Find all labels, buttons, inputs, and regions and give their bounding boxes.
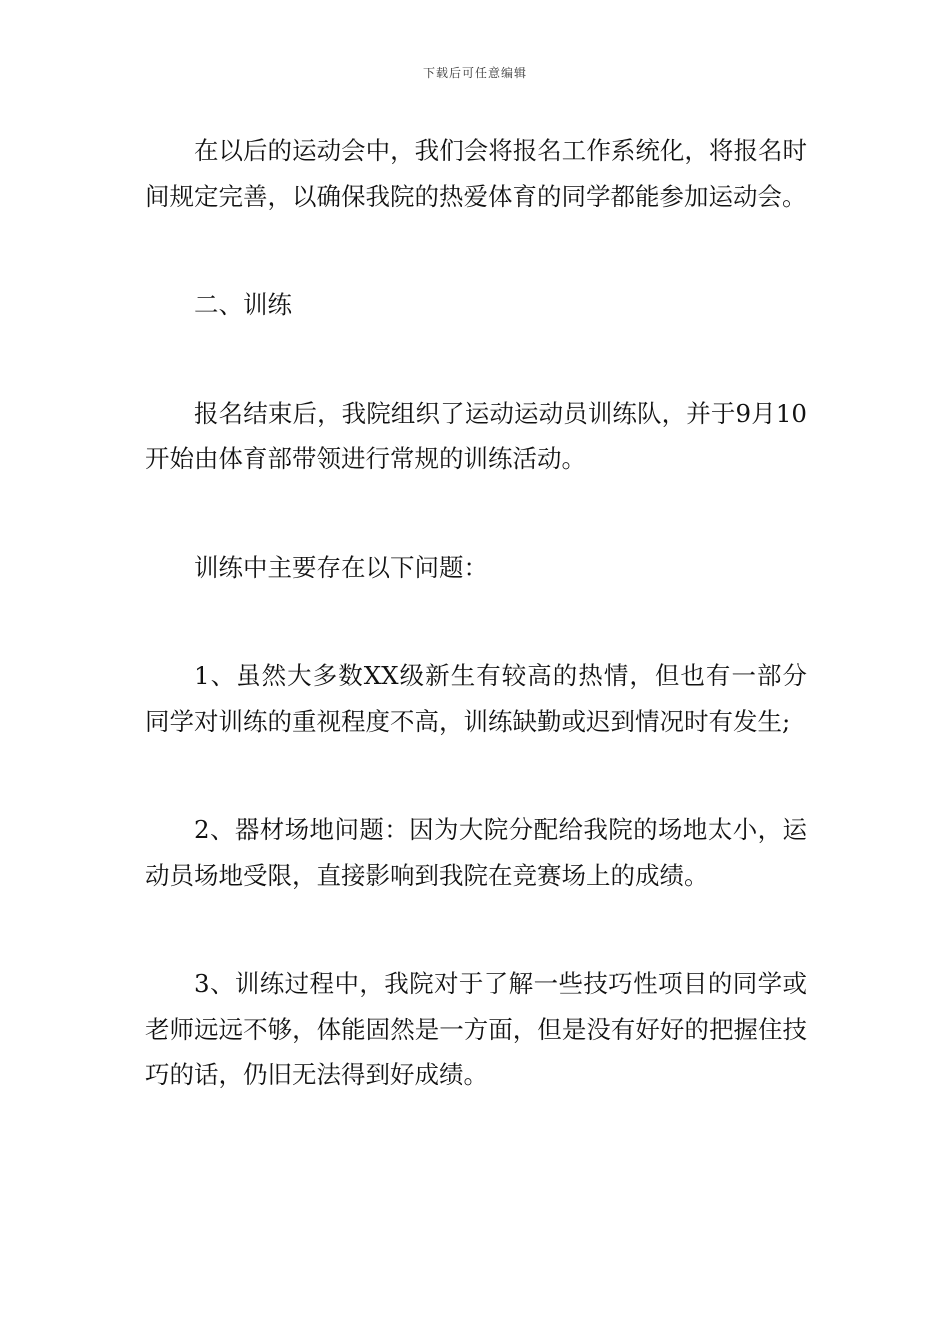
paragraph-problems-intro: 训练中主要存在以下问题： [194, 552, 488, 582]
list-item-problem-1: 1、虽然大多数XX级新生有较高的热情，但也有一部分同学对训练的重视程度不高，训练缺勤或迟到情况时有发生; [145, 661, 807, 736]
header-note: 下载后可任意编辑 [422, 66, 527, 80]
list-item-problem-3: 3、训练过程中，我院对于了解一些技巧性项目的同学或老师远远不够，体能固然是一方面，但是没有好好的把握住技巧的话，仍旧无法得到好成绩。 [145, 969, 807, 1089]
section-heading-training: 二、训练 [194, 290, 292, 319]
paragraph-training-team: 报名结束后，我院组织了运动运动员训练队，并于9月10开始由体育部带领进行常规的训练活动。 [145, 398, 807, 473]
paragraph-registration-plan: 在以后的运动会中，我们会将报名工作系统化，将报名时间规定完善，以确保我院的热爱体育的同学都能参加运动会。 [145, 136, 807, 211]
list-item-problem-2: 2、器材场地问题：因为大院分配给我院的场地太小，运动员场地受限，直接影响到我院在竞赛场上的成绩。 [145, 815, 807, 890]
document-body [145, 128, 807, 1098]
